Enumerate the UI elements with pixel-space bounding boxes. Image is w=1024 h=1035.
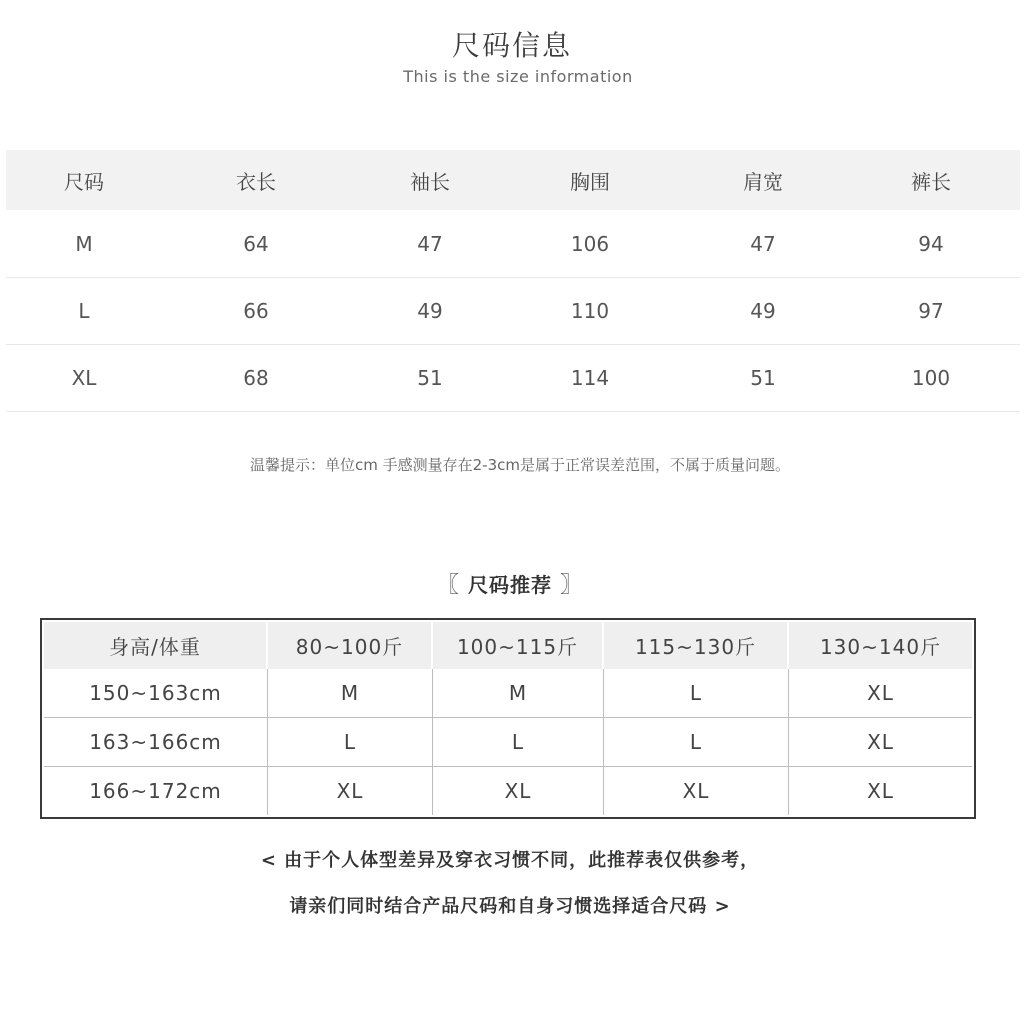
recommendation-title: [0, 568, 1020, 599]
size-header-cell: 袖长: [410, 169, 450, 194]
size-cell: 49: [750, 299, 776, 323]
size-cell: 114: [570, 366, 610, 390]
table-row: [44, 669, 972, 718]
rec-cell: M: [268, 669, 433, 717]
size-cell: 94: [918, 232, 944, 256]
size-cell: 100: [911, 366, 951, 390]
rec-cell: XL: [604, 767, 789, 815]
size-header-cell: 衣长: [236, 169, 276, 194]
rec-cell: XL: [268, 767, 433, 815]
size-cell: 66: [243, 299, 269, 323]
measurement-note: 温馨提示：单位cm 手感测量存在2-3cm是属于正常误差范围，不属于质量问题。: [250, 456, 790, 474]
rec-cell: L: [604, 669, 789, 717]
size-table-header: [6, 150, 1020, 210]
size-cell: 97: [918, 299, 944, 323]
table-row: [6, 278, 1020, 345]
rec-header-cell: 身高/体重: [44, 622, 268, 669]
page-subtitle: This is the size information: [403, 67, 633, 86]
size-cell: L: [78, 299, 90, 323]
rec-cell: 163~166cm: [44, 718, 268, 766]
rec-header-cell: 115~130斤: [604, 622, 789, 669]
table-row: [44, 718, 972, 767]
size-header-cell: 尺码: [64, 169, 104, 194]
recommendation-title-text: 尺码推荐: [468, 573, 552, 597]
size-cell: XL: [71, 366, 97, 390]
size-cell: 51: [417, 366, 443, 390]
rec-header-cell: 130~140斤: [819, 635, 942, 659]
rec-cell: L: [268, 718, 433, 766]
size-cell: 51: [750, 366, 776, 390]
rec-cell: L: [433, 718, 604, 766]
title-bracket-left: 〖: [437, 573, 461, 598]
size-header-cell: 肩宽: [743, 169, 783, 194]
rec-cell: 166~172cm: [44, 767, 268, 815]
recommendation-note-line1: < 由于个人体型差异及穿衣习惯不同，此推荐表仅供参考，: [260, 850, 760, 871]
table-row: [6, 211, 1020, 278]
rec-cell: 150~163cm: [44, 669, 268, 717]
page-title: 尺码信息: [451, 29, 572, 62]
size-cell: 68: [243, 366, 269, 390]
size-header-cell: 胸围: [570, 169, 610, 194]
rec-cell: XL: [867, 681, 894, 705]
rec-cell: L: [604, 718, 789, 766]
size-cell: 49: [417, 299, 443, 323]
size-cell: 110: [570, 299, 610, 323]
size-cell: 47: [750, 232, 776, 256]
table-row: [6, 345, 1020, 412]
recommendation-note-line2: 请亲们同时结合产品尺码和自身习惯选择适合尺码 >: [289, 896, 731, 917]
title-bracket-right: 〗: [559, 573, 583, 598]
rec-header-cell: 100~115斤: [433, 622, 604, 669]
size-cell: 64: [243, 232, 269, 256]
rec-header-cell: 80~100斤: [268, 622, 433, 669]
rec-cell: XL: [433, 767, 604, 815]
rec-cell: M: [433, 669, 604, 717]
table-row: [44, 767, 972, 815]
size-cell: 47: [417, 232, 443, 256]
size-cell: M: [75, 232, 93, 256]
rec-cell: XL: [867, 779, 894, 803]
size-header-cell: 裤长: [911, 169, 951, 194]
size-cell: 106: [570, 232, 610, 256]
recommendation-table-header: [44, 622, 972, 669]
recommendation-table: [40, 618, 976, 819]
size-table: [6, 150, 1020, 412]
rec-cell: XL: [867, 730, 894, 754]
